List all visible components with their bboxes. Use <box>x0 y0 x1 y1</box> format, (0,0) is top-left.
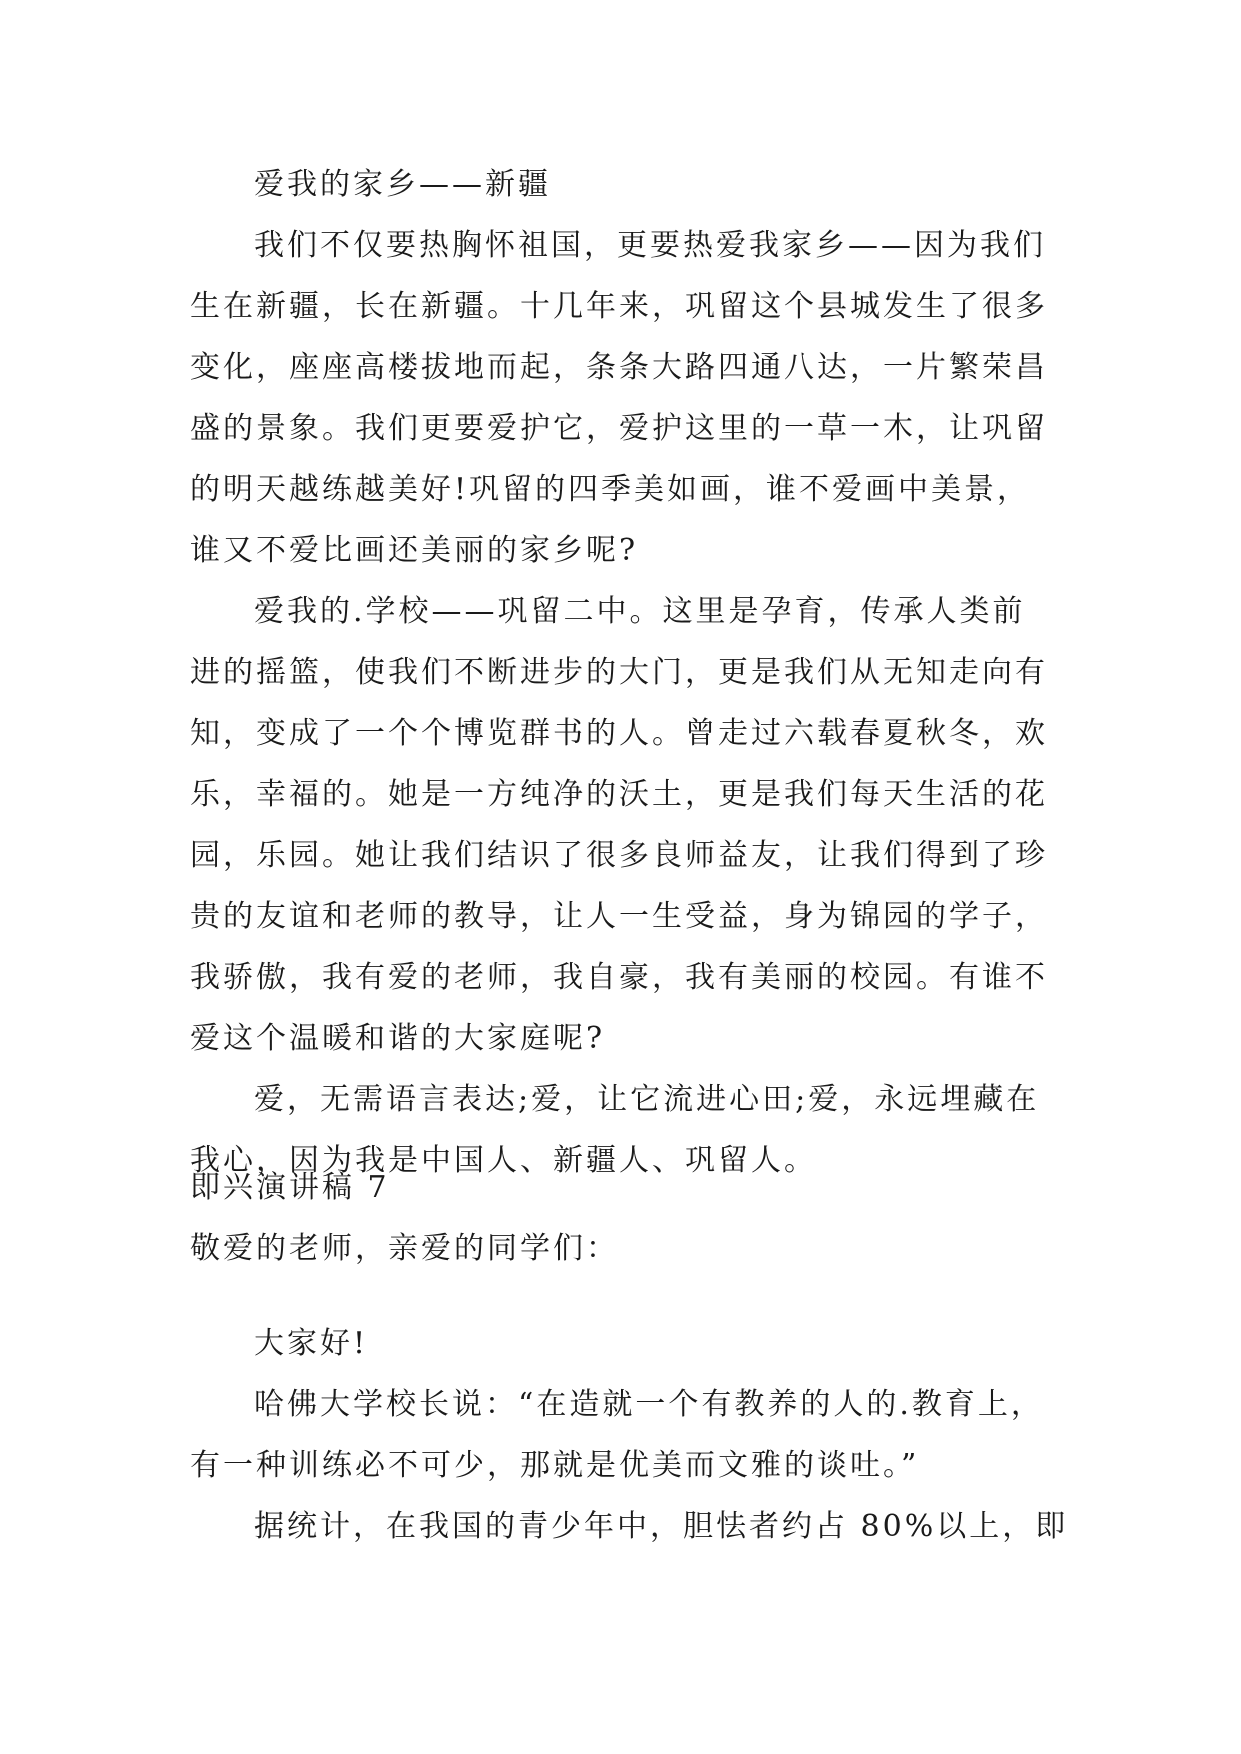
greeting: 大家好! <box>254 1326 369 1361</box>
section-speech-body <box>190 1313 1070 1557</box>
section-love-hometown <box>190 154 1070 1191</box>
text-line: 有一种训练必不可少，那就是优美而文雅的谈吐。” <box>190 1448 920 1483</box>
text-line: 贵的友谊和老师的教导，让人一生受益，身为锦园的学子， <box>190 899 1048 934</box>
text-line: 生在新疆，长在新疆。十几年来，巩留这个县城发生了很多 <box>190 289 1048 324</box>
text-line: 我们不仅要热胸怀祖国，更要热爱我家乡——因为我们 <box>254 228 1046 263</box>
paragraph-hometown <box>190 215 1070 581</box>
text-line: 爱我的.学校——巩留二中。这里是孕育，传承人类前 <box>254 594 1026 629</box>
section-title: 爱我的家乡——新疆 <box>254 167 551 202</box>
text-line: 的明天越练越美好!巩留的四季美如画，谁不爱画中美景， <box>190 472 1031 507</box>
paragraph-statistics <box>190 1496 1070 1557</box>
text-line: 哈佛大学校长说：“在造就一个有教养的人的.教育上， <box>254 1387 1044 1422</box>
text-line: 乐，幸福的。她是一方纯净的沃土，更是我们每天生活的花 <box>190 777 1048 812</box>
salutation: 敬爱的老师，亲爱的同学们： <box>190 1231 619 1266</box>
text-line: 园，乐园。她让我们结识了很多良师益友，让我们得到了珍 <box>190 838 1048 873</box>
text-line: 进的摇篮，使我们不断进步的大门，更是我们从无知走向有 <box>190 655 1048 690</box>
text-line: 盛的景象。我们更要爱护它，爱护这里的一草一木，让巩留 <box>190 411 1048 446</box>
text-line: 知，变成了一个个博览群书的人。曾走过六载春夏秋冬，欢 <box>190 716 1048 751</box>
text-line: 变化，座座高楼拔地而起，条条大路四通八达，一片繁荣昌 <box>190 350 1048 385</box>
text-line: 我心，因为我是中国人、新疆人、巩留人。 <box>190 1143 817 1178</box>
paragraph-school <box>190 581 1070 1069</box>
text-line: 谁又不爱比画还美丽的家乡呢? <box>190 533 639 568</box>
section-impromptu-speech <box>190 1157 1070 1279</box>
text-line: 据统计，在我国的青少年中，胆怯者约占 80%以上，即 <box>254 1509 1069 1544</box>
text-line: 爱，无需语言表达;爱，让它流进心田;爱，永远埋藏在 <box>254 1082 1040 1117</box>
text-line: 爱这个温暖和谐的大家庭呢? <box>190 1021 606 1056</box>
section-heading: 即兴演讲稿 7 <box>190 1170 390 1205</box>
paragraph-harvard-quote <box>190 1374 1070 1496</box>
text-line: 我骄傲，我有爱的老师，我自豪，我有美丽的校园。有谁不 <box>190 960 1048 995</box>
